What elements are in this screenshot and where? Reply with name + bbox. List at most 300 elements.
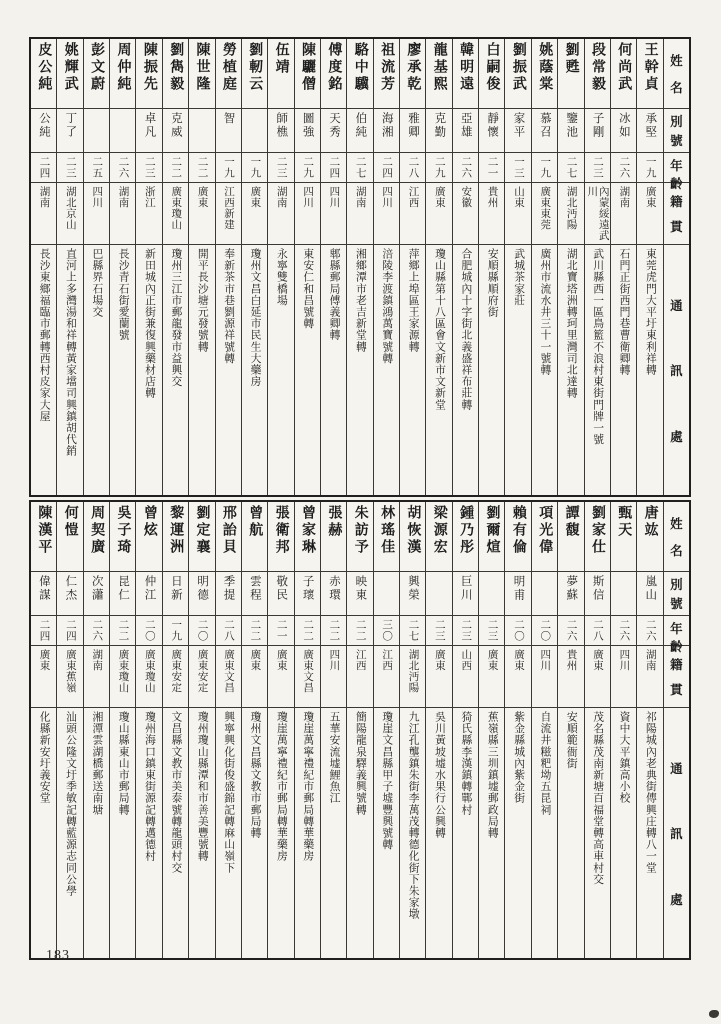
person-age: 二八	[585, 616, 610, 646]
person-name: 陳漢平	[31, 502, 56, 572]
person-origin: 山東	[505, 183, 530, 245]
person-alias	[532, 572, 557, 616]
person-age: 二三	[453, 616, 478, 646]
person-column	[426, 39, 452, 495]
roster-table-upper	[29, 37, 691, 497]
person-name: 劉爾煊	[479, 502, 504, 572]
person-name: 項光偉	[532, 502, 557, 572]
person-column	[163, 39, 189, 495]
person-name: 彭文蔚	[84, 39, 109, 109]
person-origin: 江西	[347, 646, 372, 708]
person-age: 二二	[347, 616, 372, 646]
person-name: 周契廣	[84, 502, 109, 572]
row-header-column	[664, 502, 689, 958]
person-address: 瓊州瓊山縣潭和市善美豐號轉	[196, 711, 209, 862]
person-alias: 克勤	[426, 109, 451, 153]
person-name: 姚輝武	[57, 39, 82, 109]
person-name: 傅度銘	[321, 39, 346, 109]
person-age: 一九	[637, 153, 662, 183]
person-column	[110, 39, 136, 495]
person-alias: 興榮	[400, 572, 425, 616]
person-alias: 斯信	[585, 572, 610, 616]
person-column	[637, 39, 663, 495]
person-address: 廣州市流水井三十一號轉	[539, 248, 552, 376]
person-alias: 仲江	[136, 572, 161, 616]
person-address: 文昌縣文教市美泰號轉龍頭村交	[170, 711, 183, 874]
person-alias: 智	[216, 109, 241, 153]
person-age: 二〇	[136, 616, 161, 646]
person-alias: 巨川	[453, 572, 478, 616]
person-origin: 廣東	[426, 646, 451, 708]
person-column	[637, 502, 663, 958]
person-alias: 海湘	[374, 109, 399, 153]
person-name: 張赫	[321, 502, 346, 572]
person-column	[163, 502, 189, 958]
person-age: 二二	[295, 616, 320, 646]
person-name: 段常毅	[585, 39, 610, 109]
person-alias: 伯純	[347, 109, 372, 153]
person-alias: 赤環	[321, 572, 346, 616]
person-column	[347, 502, 373, 958]
person-name: 劉振武	[505, 39, 530, 109]
person-origin: 湖南	[268, 183, 293, 245]
person-age: 二三	[585, 153, 610, 183]
person-age: 二〇	[532, 616, 557, 646]
person-origin: 廣東	[505, 646, 530, 708]
person-column	[374, 502, 400, 958]
person-age: 二七	[558, 153, 583, 183]
person-alias: 明甫	[505, 572, 530, 616]
person-address: 五華安流墟鯉魚江	[328, 711, 341, 804]
person-age: 二七	[347, 153, 372, 183]
person-age: 二六	[611, 616, 636, 646]
person-name: 梁源宏	[426, 502, 451, 572]
person-address: 東安仁和昌號轉	[302, 248, 315, 330]
person-address: 吳川黃坡墟水果行公興轉	[434, 711, 447, 839]
person-alias: 次瀟	[84, 572, 109, 616]
person-column	[189, 502, 215, 958]
person-name: 皮公純	[31, 39, 56, 109]
person-age: 二一	[479, 153, 504, 183]
person-alias: 昆仁	[110, 572, 135, 616]
person-alias: 日新	[163, 572, 188, 616]
person-column	[31, 39, 57, 495]
person-address: 九江孔壟鎮朱街李萬茂轉德化街下朱家墩	[407, 711, 420, 920]
person-age: 二六	[558, 616, 583, 646]
person-column	[585, 39, 611, 495]
person-origin: 廣東瓊山	[136, 646, 161, 708]
person-name: 黎運洲	[163, 502, 188, 572]
person-column	[242, 502, 268, 958]
person-name: 韓明遠	[453, 39, 478, 109]
person-address: 東莞虎門大平圩東利祥轉	[644, 248, 657, 376]
person-name: 曾家琳	[295, 502, 320, 572]
person-name: 陳世隆	[189, 39, 214, 109]
person-column	[374, 39, 400, 495]
person-name: 曾航	[242, 502, 267, 572]
person-address: 簡陽龍泉驛義興號轉	[354, 711, 367, 816]
person-column	[505, 502, 531, 958]
person-alias: 仁杰	[57, 572, 82, 616]
person-column	[268, 39, 294, 495]
person-age: 一九	[163, 616, 188, 646]
person-address: 郫縣郵局傅義卿轉	[328, 248, 341, 341]
person-origin: 江西新建	[216, 183, 241, 245]
person-origin: 廣東文昌	[216, 646, 241, 708]
person-alias: 承堅	[637, 109, 662, 153]
person-column	[57, 502, 83, 958]
person-age: 二九	[295, 153, 320, 183]
person-alias	[84, 109, 109, 153]
person-alias: 師樵	[268, 109, 293, 153]
person-name: 劉定襄	[189, 502, 214, 572]
person-origin: 四川	[532, 646, 557, 708]
person-alias: 家平	[505, 109, 530, 153]
person-name: 劉軔云	[242, 39, 267, 109]
person-age: 二三	[479, 616, 504, 646]
person-origin: 湖南	[347, 183, 372, 245]
person-age: 二二	[321, 616, 346, 646]
name-row-label: 姓 名	[664, 502, 689, 572]
person-name: 王幹貞	[637, 39, 662, 109]
person-age: 三〇	[374, 616, 399, 646]
person-alias	[242, 109, 267, 153]
roster-table-lower	[29, 500, 691, 960]
person-origin: 廣東蕉嶺	[57, 646, 82, 708]
person-alias: 亞雄	[453, 109, 478, 153]
person-age: 二四	[321, 153, 346, 183]
person-column	[216, 502, 242, 958]
person-address: 興寧興化街俊盛錦記轉麻山嶺下	[223, 711, 236, 874]
person-name: 廖承乾	[400, 39, 425, 109]
person-column	[84, 502, 110, 958]
row-header-column	[664, 39, 689, 495]
person-column	[532, 39, 558, 495]
person-column	[347, 39, 373, 495]
person-column	[242, 39, 268, 495]
person-alias: 子瓌	[295, 572, 320, 616]
person-alias: 慕召	[532, 109, 557, 153]
person-origin: 廣東	[585, 646, 610, 708]
person-alias: 卓凡	[136, 109, 161, 153]
person-address: 汕頭公隆文圩季敏記轉藍源志同公學	[64, 711, 77, 897]
person-origin: 山西	[453, 646, 478, 708]
person-age: 二八	[216, 616, 241, 646]
person-alias: 克威	[163, 109, 188, 153]
person-address: 蕉嶺縣三圳鎮墟郵政局轉	[486, 711, 499, 839]
person-origin: 江西	[400, 183, 425, 245]
person-alias	[374, 572, 399, 616]
person-address: 化縣新安圩義安堂	[38, 711, 51, 804]
address-row-label: 通 訊 處	[670, 298, 683, 444]
person-origin: 廣東	[426, 183, 451, 245]
person-origin: 湖南	[637, 646, 662, 708]
person-name: 朱訪予	[347, 502, 372, 572]
person-column	[558, 39, 584, 495]
person-name: 駱中驥	[347, 39, 372, 109]
person-address: 茂名縣茂南新塘百福堂轉高車村交	[592, 711, 605, 885]
person-origin: 四川	[84, 183, 109, 245]
person-origin: 廣東	[637, 183, 662, 245]
person-name: 賴有倫	[505, 502, 530, 572]
person-alias: 子剛	[585, 109, 610, 153]
person-age: 二三	[426, 616, 451, 646]
person-column	[611, 39, 637, 495]
person-name: 周仲純	[110, 39, 135, 109]
person-name: 白嗣俊	[479, 39, 504, 109]
person-column	[532, 502, 558, 958]
person-age: 二六	[110, 153, 135, 183]
person-column	[84, 39, 110, 495]
person-origin: 湖南	[31, 183, 56, 245]
person-column	[268, 502, 294, 958]
person-address: 瓊崖萬寧禮紀市郵局轉華藥房	[275, 711, 288, 862]
person-alias: 雲程	[242, 572, 267, 616]
person-origin: 廣東瓊山	[163, 183, 188, 245]
person-age: 一九	[242, 153, 267, 183]
person-name: 陳驪僧	[295, 39, 320, 109]
person-alias	[426, 572, 451, 616]
person-alias: 公純	[31, 109, 56, 153]
person-address: 湘潭雲湖橋郵送南塘	[91, 711, 104, 816]
person-age: 二四	[57, 616, 82, 646]
person-address: 安順縣順府街	[486, 248, 499, 318]
person-origin: 廣東	[479, 646, 504, 708]
person-alias: 圖強	[295, 109, 320, 153]
person-address: 長沙青石街愛蘭號	[117, 248, 130, 341]
person-age: 二六	[453, 153, 478, 183]
person-name: 曾炫	[136, 502, 161, 572]
person-address: 永寧雙橋場	[275, 248, 288, 306]
person-age: 二〇	[505, 616, 530, 646]
person-address: 瓊州海口鎮東街源記轉邁德村	[144, 711, 157, 862]
person-column	[321, 39, 347, 495]
person-column	[216, 39, 242, 495]
person-address: 湖北寶塔洲轉珂里灣司北達轉	[565, 248, 578, 399]
person-column	[453, 39, 479, 495]
person-alias: 鑒池	[558, 109, 583, 153]
origin-row-label: 籍 貫	[664, 183, 689, 245]
person-address: 長沙東鄉福臨市郵轉西村皮家大屋	[38, 248, 51, 422]
person-alias	[479, 572, 504, 616]
person-address: 巴縣界石場交	[91, 248, 104, 318]
person-alias: 天秀	[321, 109, 346, 153]
person-origin: 浙江	[136, 183, 161, 245]
person-column	[611, 502, 637, 958]
person-age: 二八	[400, 153, 425, 183]
person-column	[426, 502, 452, 958]
person-alias: 偉謀	[31, 572, 56, 616]
name-row-label: 姓 名	[664, 39, 689, 109]
person-alias: 夢蘇	[558, 572, 583, 616]
person-origin: 江西	[374, 646, 399, 708]
person-column	[136, 39, 162, 495]
person-column	[136, 502, 162, 958]
person-age: 二六	[611, 153, 636, 183]
person-origin: 貴州	[558, 646, 583, 708]
person-age: 二九	[426, 153, 451, 183]
address-row-label: 通 訊 處	[670, 761, 683, 907]
person-alias: 嵐山	[637, 572, 662, 616]
person-age: 二二	[163, 153, 188, 183]
person-name: 張衛邦	[268, 502, 293, 572]
person-origin: 四川	[611, 646, 636, 708]
person-age: 二一	[268, 616, 293, 646]
person-address: 猗氏縣李漢鎮轉鄲村	[460, 711, 473, 816]
person-address: 武川縣西一區鳥籃不浪村東街門牌一號	[592, 248, 605, 446]
person-origin: 四川	[321, 183, 346, 245]
person-column	[400, 502, 426, 958]
person-alias: 冰如	[611, 109, 636, 153]
person-origin: 四川	[374, 183, 399, 245]
person-address: 安順範衙街	[565, 711, 578, 769]
person-address: 新田城內正街兼復興藥材店轉	[144, 248, 157, 399]
person-name: 邢詒貝	[216, 502, 241, 572]
person-column	[585, 502, 611, 958]
person-name: 勞植庭	[216, 39, 241, 109]
person-alias: 明德	[189, 572, 214, 616]
person-origin: 廣東瓊山	[110, 646, 135, 708]
person-alias: 丁了	[57, 109, 82, 153]
person-address: 祁陽城內老典街傳興庄轉八一堂	[644, 711, 657, 874]
person-alias	[189, 109, 214, 153]
person-address: 萍鄉上埠區王家源轉	[407, 248, 420, 353]
person-origin: 安徽	[453, 183, 478, 245]
person-origin: 貴州	[479, 183, 504, 245]
alias-row-label: 別 號	[664, 109, 689, 153]
person-alias: 靜懷	[479, 109, 504, 153]
person-origin: 廣東安定	[163, 646, 188, 708]
person-age: 二四	[31, 153, 56, 183]
person-address: 瓊州文昌縣文教市郵局轉	[249, 711, 262, 839]
person-name: 劉甦	[558, 39, 583, 109]
person-column	[295, 39, 321, 495]
person-column	[31, 502, 57, 958]
person-address: 武城茶家莊	[513, 248, 526, 306]
age-row-label: 年 齡	[664, 153, 689, 183]
person-column	[479, 39, 505, 495]
person-age: 二二	[110, 616, 135, 646]
person-origin: 四川	[295, 183, 320, 245]
person-address: 石門正街西門巷曹衛卿轉	[618, 248, 631, 376]
page-number: 183	[46, 948, 70, 963]
person-address: 直河上多灣湯和祥轉黃家壋司興鎮胡代銷	[64, 248, 77, 457]
person-column	[321, 502, 347, 958]
person-name: 陳振先	[136, 39, 161, 109]
person-column	[295, 502, 321, 958]
person-origin: 湖北沔陽	[558, 183, 583, 245]
person-origin: 廣東	[268, 646, 293, 708]
person-column	[479, 502, 505, 958]
person-name: 鍾乃彤	[453, 502, 478, 572]
person-name: 何愷	[57, 502, 82, 572]
person-name: 吳子琦	[110, 502, 135, 572]
person-age: 二三	[136, 153, 161, 183]
scan-artifact	[709, 1010, 719, 1018]
person-column	[189, 39, 215, 495]
person-name: 劉家仕	[585, 502, 610, 572]
person-age: 二三	[268, 153, 293, 183]
person-origin: 湖南	[84, 646, 109, 708]
person-address: 瓊崖萬寧禮紀市郵局轉華藥房	[302, 711, 315, 862]
person-origin: 湖北京山	[57, 183, 82, 245]
person-alias	[611, 572, 636, 616]
person-address: 瓊州三江市郵龍發市益興交	[170, 248, 183, 388]
person-alias	[110, 109, 135, 153]
person-age: 一九	[216, 153, 241, 183]
person-alias: 雅卿	[400, 109, 425, 153]
person-origin: 湖南	[611, 183, 636, 245]
person-address: 自流井糍粑坳五昆祠	[539, 711, 552, 816]
person-alias: 敬民	[268, 572, 293, 616]
person-name: 甄天	[611, 502, 636, 572]
person-address: 涪陵李渡鎮鴻萬寶號轉	[381, 248, 394, 364]
person-name: 祖流芳	[374, 39, 399, 109]
person-address: 奉新茶市巷劉源祥號轉	[223, 248, 236, 364]
person-address: 瓊山縣東山市郵局轉	[117, 711, 130, 816]
person-name: 劉雋毅	[163, 39, 188, 109]
person-address: 資中大平鎮高小校	[618, 711, 631, 804]
person-column	[453, 502, 479, 958]
person-name: 姚蔭棠	[532, 39, 557, 109]
person-name: 伍靖	[268, 39, 293, 109]
person-address: 湘鄉潭市老吉新堂轉	[354, 248, 367, 353]
person-name: 唐竑	[637, 502, 662, 572]
alias-row-label: 別 號	[664, 572, 689, 616]
person-address: 開平長沙塘元發號轉	[196, 248, 209, 353]
person-address: 瓊州文昌白延市民生大藥房	[249, 248, 262, 388]
person-name: 譚馥	[558, 502, 583, 572]
person-column	[110, 502, 136, 958]
person-alias: 映東	[347, 572, 372, 616]
person-age: 二〇	[189, 616, 214, 646]
person-origin: 廣東文昌	[295, 646, 320, 708]
person-origin: 廣東安定	[189, 646, 214, 708]
person-origin: 廣東	[31, 646, 56, 708]
person-column	[400, 39, 426, 495]
person-name: 何尚武	[611, 39, 636, 109]
person-origin: 廣東東莞	[532, 183, 557, 245]
person-name: 龍基熙	[426, 39, 451, 109]
person-age: 一三	[505, 153, 530, 183]
person-age: 二四	[31, 616, 56, 646]
person-age: 二六	[637, 616, 662, 646]
person-age: 一九	[532, 153, 557, 183]
person-column	[505, 39, 531, 495]
person-age: 二三	[57, 153, 82, 183]
person-age: 二四	[374, 153, 399, 183]
person-age: 二六	[84, 616, 109, 646]
person-name: 林瑤佳	[374, 502, 399, 572]
person-origin: 廣東	[242, 646, 267, 708]
person-address: 合肥城內十字街北義盛祥布莊轉	[460, 248, 473, 411]
person-address: 瓊山縣第十八區會文新市文新堂	[434, 248, 447, 411]
person-age: 二五	[84, 153, 109, 183]
person-age: 二二	[242, 616, 267, 646]
person-address: 紫金縣城內紫金街	[513, 711, 526, 804]
person-origin: 廣東	[189, 183, 214, 245]
person-origin: 湖南	[110, 183, 135, 245]
person-origin: 內蒙綏遠武川	[585, 183, 610, 245]
origin-row-label: 籍 貫	[664, 646, 689, 708]
person-origin: 四川	[321, 646, 346, 708]
person-alias: 季提	[216, 572, 241, 616]
person-age: 二七	[400, 616, 425, 646]
person-name: 胡恢漢	[400, 502, 425, 572]
person-origin: 廣東	[242, 183, 267, 245]
person-column	[57, 39, 83, 495]
age-row-label: 年 齡	[664, 616, 689, 646]
